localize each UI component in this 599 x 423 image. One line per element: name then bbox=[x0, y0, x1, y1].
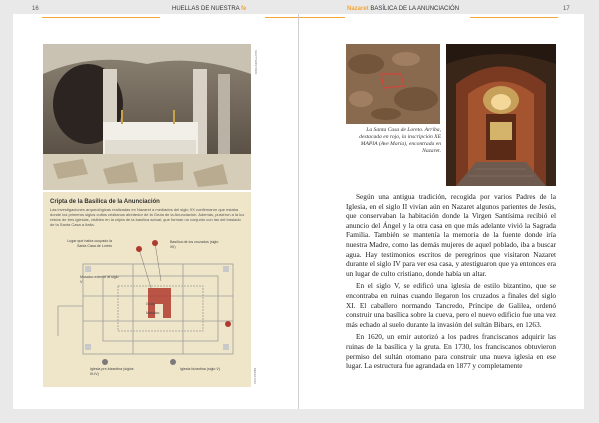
right-header-rule-2 bbox=[470, 17, 558, 18]
book-spine bbox=[298, 14, 299, 409]
label-iglesia-pre-bizantina: Iglesia pre-bizantina (siglos III-IV) bbox=[90, 367, 134, 376]
right-header-accent: Nazaret bbox=[347, 6, 369, 12]
left-header-rule bbox=[42, 17, 160, 18]
infobox-text: Las investigaciones arqueológicas realizadas en Nazaret a mediados del siglo XX confirmaron que estaba donde los primeros siglos cultos cristianos alrededor de la Gruta de la Anunciación. Además, pusieron a la luz restos de tres iglesias, visibles en la cripta de la basílica actual, que forman un conjunto con las del traslado de la Santa Casa a Italia. bbox=[50, 207, 245, 227]
label-iglesia-bizantina: Iglesia bizantina (siglo V) bbox=[180, 367, 220, 371]
left-header-rule-2 bbox=[265, 17, 298, 18]
basilica-grotto-photo bbox=[43, 44, 251, 190]
right-header-rule bbox=[299, 17, 345, 18]
label-mosaico-exterior: Mosaico exterior al siglo V bbox=[80, 275, 119, 284]
label-gruta: Gruta bbox=[146, 302, 155, 306]
paragraph-3: En 1620, un emir autorizó a los padres franciscanos adquirir las ruinas de la basílica y la gruta. En 1730, los franciscanos obtuvieron permiso del sultán otomano para construir una nueva iglesia en ese lugar. La estructura fue agrandada en 1877 y completamente bbox=[346, 332, 556, 371]
right-page-number: 17 bbox=[563, 6, 570, 12]
label-basilica-cruzados: Basílica de los cruzados (siglo XII) bbox=[170, 240, 219, 249]
infobox-title: Cripta de la Basílica de la Anunciación bbox=[50, 199, 160, 205]
diagram-credit: MEDIA 8/16 bbox=[253, 368, 257, 385]
left-page-number: 16 bbox=[32, 6, 39, 12]
article-body bbox=[346, 192, 556, 374]
paragraph-1: Según una antigua tradición, recogida por varios Padres de la Iglesia, en el siglo II vivían aún en Nazaret algunos parientes de Jesús, que conservaban la habitación donde la Virgen Santísima recibió el anuncio del Ángel y la otra casa en que más adelante vivió la Sagrada Familia. También se mantenía la memoria de la fuente donde iría nuestra Madre, como las demás mujeres de aquel poblado, iba a buscar agua. Hay testimonios escritos de peregrinos que visitaron Nazaret durante el siglo IV para ver esa casa, y atestiguaron que ya entonces era un lugar de culto cristiano, donde había un altar. bbox=[346, 192, 556, 278]
santa-casa-loreto-photo bbox=[446, 44, 556, 186]
right-running-header: Nazaret BASÍLICA DE LA ANUNCIACIÓN bbox=[347, 6, 460, 12]
inscription-photo bbox=[346, 44, 440, 124]
photo-credit: SHUTTERSTOCK bbox=[254, 50, 258, 75]
label-mosaico: Mosaico bbox=[146, 311, 160, 315]
photo-caption: La Santa Casa de Loreto. Arriba, destacada en rojo, la inscripción ΧΕ MAPIA (Ave María), encontrada en Nazaret. bbox=[359, 127, 441, 154]
paragraph-2: En el siglo V, se edificó una iglesia de estilo bizantino, que se encontraba en ruinas cuando llegaron los cruzados a finales del siglo XI. El caballero normando Tancredo, Príncipe de Galilea, ordenó construir una basílica sobre la cueva, pero el nuevo edificio fue una vez más echado al suelo durante la invasión del sultán Bibars, en 1263. bbox=[346, 281, 556, 329]
left-running-header: HUELLAS DE NUESTRA fe bbox=[172, 6, 247, 12]
left-header-accent: fe bbox=[241, 6, 247, 12]
label-santa-casa: Lugar que había ocupado la Santa Casa de Loreto bbox=[67, 239, 112, 248]
